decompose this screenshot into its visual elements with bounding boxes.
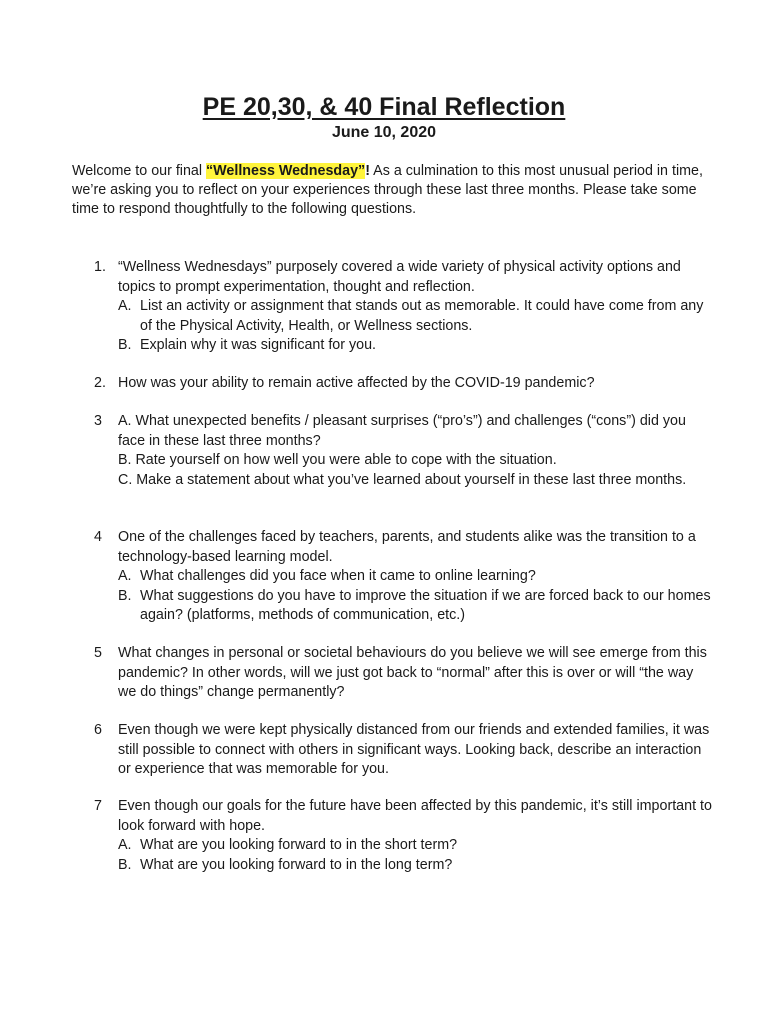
- sub-letter: B.: [118, 337, 132, 353]
- sub-letter: A.: [118, 298, 132, 314]
- question-3: [72, 412, 712, 490]
- question-1: [72, 258, 712, 356]
- question-text: Even though our goals for the future have been affected by this pandemic, it’s still important to look forward with hope.: [118, 798, 712, 834]
- sub-question-c: C. Make a statement about what you’ve learned about yourself in these last three months.: [118, 471, 687, 488]
- sub-question-a: [118, 297, 712, 336]
- question-number: 4: [94, 529, 102, 545]
- question-6: [72, 721, 712, 780]
- sub-letter: A.: [118, 568, 132, 584]
- sub-text: What are you looking forward to in the long term?: [140, 856, 453, 873]
- sub-text: What challenges did you face when it came to online learning?: [140, 568, 536, 584]
- question-number: 1.: [94, 259, 106, 275]
- question-2: [72, 374, 712, 394]
- sub-letter: A.: [118, 837, 132, 853]
- sub-letter: B.: [118, 856, 132, 873]
- page-title: PE 20,30, & 40 Final Reflection: [202, 93, 566, 121]
- intro-text-start: Welcome to our final: [72, 163, 207, 179]
- sub-question-b: [118, 587, 712, 626]
- intro-text-end: As a culmination to this most unusual period in time, we’re asking you to reflect on your experiences through these last three months. Please take some time to respond thoughtfully to the following questions.: [72, 163, 703, 217]
- highlighted-phrase: “Wellness Wednesday”: [206, 163, 366, 179]
- sub-letter: B.: [118, 587, 132, 604]
- sub-question-b: [118, 856, 712, 876]
- question-4: [72, 528, 712, 626]
- question-5: [72, 644, 712, 703]
- question-number: 3: [94, 413, 102, 429]
- question-number: 7: [94, 798, 102, 814]
- document-date: June 10, 2020: [331, 124, 437, 141]
- sub-question-b: B. Rate yourself on how well you were able to cope with the situation.: [118, 452, 557, 468]
- sub-question-a: [118, 567, 712, 587]
- sub-text: List an activity or assignment that stands out as memorable. It could have come from any of the Physical Activity, Health, or Wellness sections.: [140, 298, 704, 334]
- intro-exclamation: !: [365, 163, 370, 179]
- question-text: What changes in personal or societal behaviours do you believe we will see emerge from this pandemic? In other words, will we just got back to “normal” after this is over or will “the way we do things” change permanently?: [118, 645, 707, 700]
- sub-text: What suggestions do you have to improve the situation if we are forced back to our homes again? (platforms, methods of communication, etc.): [140, 587, 711, 623]
- question-7: [72, 797, 712, 875]
- sub-text: Explain why it was significant for you.: [140, 337, 377, 353]
- question-text: One of the challenges faced by teachers, parents, and students alike was the transition to a technology-based learning model.: [118, 529, 696, 565]
- sub-question-a: A. What unexpected benefits / pleasant surprises (“pro’s”) and challenges (“cons”) did you face in these last three months?: [118, 413, 686, 449]
- question-number: 2.: [94, 375, 106, 391]
- sub-text: What are you looking forward to in the short term?: [140, 837, 458, 853]
- question-text: How was your ability to remain active affected by the COVID-19 pandemic?: [118, 375, 595, 391]
- intro-paragraph: [72, 162, 712, 219]
- question-text: Even though we were kept physically distanced from our friends and extended families, it was still possible to connect with others in significant ways. Looking back, describe an interaction or experience that was memorable for you.: [118, 722, 710, 777]
- sub-question-b: [118, 336, 712, 356]
- question-text: “Wellness Wednesdays” purposely covered a wide variety of physical activity options and topics to prompt experimentation, thought and reflection.: [118, 259, 681, 295]
- sub-question-a: [118, 836, 712, 856]
- question-number: 5: [94, 645, 102, 661]
- question-number: 6: [94, 722, 102, 738]
